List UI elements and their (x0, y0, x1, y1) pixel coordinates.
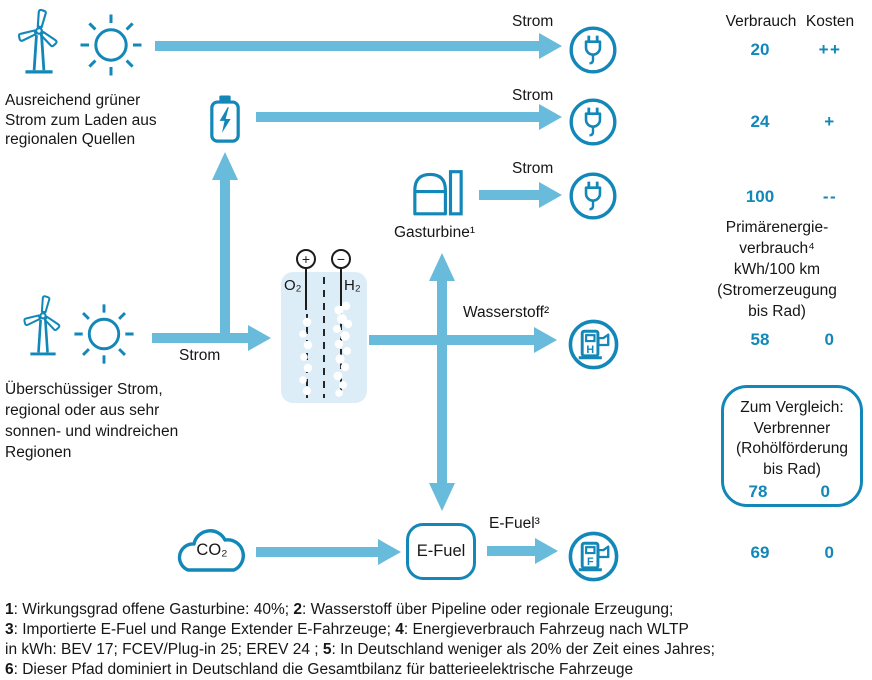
efuel-box (406, 523, 476, 580)
gasturbine-icon (407, 168, 469, 218)
footnote-line: in kWh: BEV 17; FCEV/Plug-in 25; EREV 24 ; 5: In Deutschland weniger als 20% der Zeit eines Jahres; (5, 641, 715, 658)
flow-label-row1: Strom (512, 13, 554, 30)
primary-energy-line: verbrauch⁴ (739, 240, 815, 257)
h2-label: H₂ (344, 277, 361, 294)
plug-icon-row1 (567, 24, 619, 76)
arrow-strom-row2 (256, 112, 539, 122)
comparison-line: bis Rad) (763, 460, 821, 478)
flow-label-efuel: E-Fuel³ (489, 515, 540, 532)
primary-energy-line: Primärenergie- (725, 219, 829, 236)
comparison-box (721, 385, 863, 507)
arrow-wasserstoff (369, 335, 534, 345)
comparison-line: (Rohölförderung (735, 440, 848, 457)
arrow-down-to-efuel (437, 337, 447, 483)
arrow-up-to-gasturbine (437, 281, 447, 344)
efuel-box-label: E-Fuel (416, 542, 466, 560)
flow-label-wasserstoff: Wasserstoff² (463, 304, 550, 321)
arrow-co2-to-efuel (256, 547, 378, 557)
primary-energy-line: (Stromerzeugung (717, 282, 837, 299)
column-header-verbrauch: Verbrauch (725, 13, 797, 30)
plug-icon-row2 (567, 96, 619, 148)
caption-regional-source: Ausreichend grüner Strom zum Laden aus regionalen Quellen (5, 92, 157, 148)
flow-label-surplus-strom: Strom (179, 347, 221, 364)
primary-energy-line: bis Rad) (748, 303, 806, 320)
primary-energy-line: kWh/100 km (733, 261, 821, 278)
footnotes (5, 600, 871, 680)
kosten-value-row2: + (824, 112, 836, 131)
flow-label-row2: Strom (512, 87, 554, 104)
h2-station-letter: H (586, 343, 595, 356)
kosten-value-row5: 0 (824, 543, 836, 562)
efuel-station-icon (566, 529, 621, 584)
gasturbine-label: Gasturbine¹ (394, 224, 475, 241)
caption-surplus-source: Überschüssiger Strom, regional oder aus sehr sonnen- und windreichen Regionen (5, 381, 179, 461)
arrow-up-to-battery (220, 180, 230, 342)
wind-turbine-icon-top (10, 4, 68, 84)
kosten-value-row1: ++ (818, 40, 842, 59)
electrode-minus-stem (340, 266, 342, 306)
primary-energy-note (696, 217, 858, 322)
arrow-strom-row3 (479, 190, 539, 200)
column-header-kosten: Kosten (805, 13, 855, 30)
footnote-line: 1: Wirkungsgrad offene Gasturbine: 40%; 2: Wasserstoff über Pipeline oder regionale Erzeugung; (5, 601, 674, 618)
arrow-efuel-to-station (487, 546, 535, 556)
arrow-strom-surplus (152, 333, 248, 343)
comparison-kosten-value: 0 (820, 482, 832, 501)
plug-icon-row3 (567, 170, 619, 222)
kosten-value-row4: 0 (824, 330, 836, 349)
sun-icon-top (78, 10, 144, 80)
electrode-plus-stem (305, 266, 307, 310)
electrode-plus: + (296, 249, 316, 269)
comparison-line: Verbrenner (753, 419, 831, 437)
wind-turbine-icon-bottom (16, 289, 70, 367)
co2-label: CO₂ (196, 541, 228, 559)
footnote-line: 6: Dieser Pfad dominiert in Deutschland die Gesamtbilanz für batterieelektrische Fahrzeuge (5, 661, 634, 678)
verbrauch-value-row4: 58 (750, 330, 770, 349)
electrode-minus: − (331, 249, 351, 269)
h2-station-icon (566, 317, 621, 372)
comparison-line: Zum Vergleich: (740, 399, 844, 416)
verbrauch-value-row2: 24 (750, 112, 770, 131)
kosten-value-row3: -- (822, 187, 838, 206)
verbrauch-value-row3: 100 (745, 187, 775, 206)
comparison-verbrauch-value: 78 (748, 482, 768, 501)
sun-icon-bottom (72, 301, 136, 367)
efuel-station-letter: F (586, 555, 594, 568)
footnote-line: 3: Importierte E-Fuel und Range Extender E-Fahrzeuge; 4: Energieverbrauch Fahrzeug nach WLTP (5, 621, 689, 638)
verbrauch-value-row5: 69 (750, 543, 770, 562)
flow-label-row3: Strom (512, 160, 554, 177)
o2-label: O₂ (284, 277, 302, 294)
verbrauch-value-row1: 20 (750, 40, 770, 59)
battery-icon (209, 94, 241, 144)
arrow-strom-row1 (155, 41, 539, 51)
